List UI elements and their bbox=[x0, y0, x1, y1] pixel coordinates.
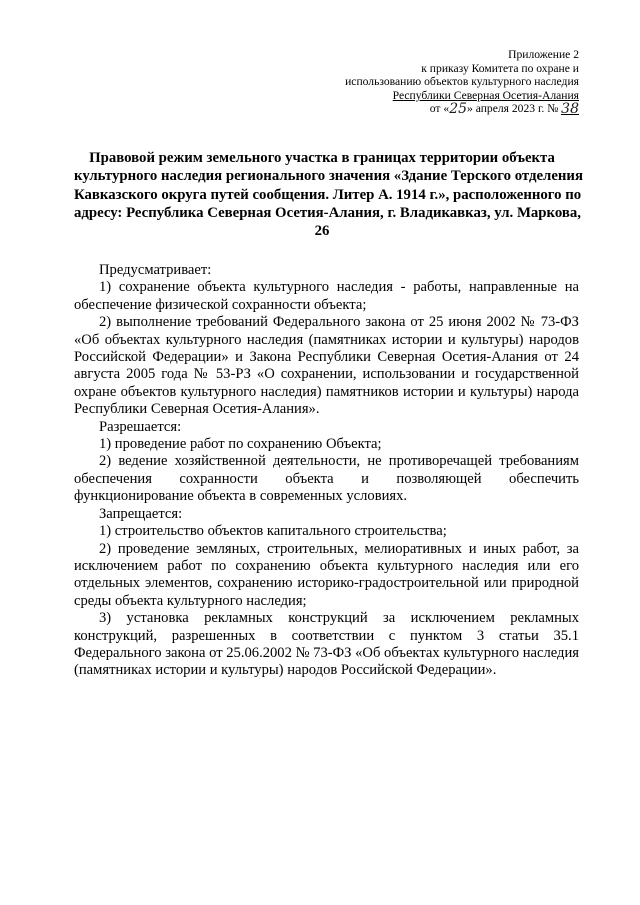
appendix-date-line bbox=[219, 102, 579, 116]
title-line-4: адресу: Республика Северная Осетия-Алания, г. Владикавказ, ул. Маркова, bbox=[74, 204, 581, 221]
forbidden-item-2: 2) проведение земляных, строительных, мелиоративных и иных работ, за исключением работ по сохранению объекта культурного наследия или его отдельных элементов, сохранению историко-градостроительной или природной среды объекта культурного наследия; bbox=[74, 540, 579, 609]
date-month-year: » апреля 2023 г. № bbox=[467, 102, 559, 116]
appendix-committee: использованию объектов культурного наследия bbox=[345, 75, 579, 89]
title-line-5: 26 bbox=[314, 223, 330, 240]
forbidden-heading: Запрещается: bbox=[99, 505, 183, 522]
title-line-2: культурного наследия регионального значения «Здание Терского отделения bbox=[74, 168, 583, 185]
handwritten-day: 25 bbox=[449, 101, 468, 118]
title-line-3: Кавказского округа путей сообщения. Литер А. 1914 г.», расположенного по bbox=[74, 186, 582, 203]
appendix-order-ref: к приказу Комитета по охране и bbox=[421, 61, 579, 75]
forbidden-item-3: 3) установка рекламных конструкций за исключением рекламных конструкций, разрешенных в соответствии с пунктом 3 статьи 35.1 Федерального закона от 25.06.2002 № 73-ФЗ «Об объектах культурного наследия (памятниках истории и культуры) народов Российской Федерации». bbox=[74, 610, 579, 679]
document-title bbox=[74, 149, 583, 240]
appendix-header bbox=[219, 48, 579, 116]
provides-heading: Предусматривает: bbox=[99, 262, 212, 278]
provides-item-2: 2) выполнение требований Федерального закона от 25 июня 2002 № 73-ФЗ «Об объектах культурного наследия (памятниках истории и культуры) народов Российской Федерации» и Закона Республики Северная Осетия-Алания от 24 августа 2005 года № 53-РЗ «О сохранении, использовании и государственной охране объектов культурного наследия) памятников истории и культуры) народа Республики Северная Осетия-Алания». bbox=[74, 314, 579, 418]
appendix-republic: Республики Северная Осетия-Алания bbox=[392, 88, 579, 102]
title-line-1: Правовой режим земельного участка в границах территории объекта bbox=[89, 150, 555, 166]
allowed-item-2: 2) ведение хозяйственной деятельности, не противоречащей требованиям обеспечения сохранности объекта и позволяющей обеспечить функционирование объекта в современных условиях. bbox=[74, 453, 579, 505]
allowed-heading: Разрешается: bbox=[99, 418, 182, 435]
document-body bbox=[74, 262, 579, 680]
allowed-item-1: 1) проведение работ по сохранению Объекта; bbox=[99, 436, 382, 453]
appendix-label: Приложение 2 bbox=[508, 48, 579, 61]
handwritten-doc-number: 38 bbox=[561, 101, 579, 118]
date-prefix: от « bbox=[429, 102, 450, 116]
provides-item-1: 1) сохранение объекта культурного наследия - работы, направленные на обеспечение физической сохранности объекта; bbox=[74, 279, 579, 313]
forbidden-item-1: 1) строительство объектов капитального строительства; bbox=[99, 523, 447, 540]
